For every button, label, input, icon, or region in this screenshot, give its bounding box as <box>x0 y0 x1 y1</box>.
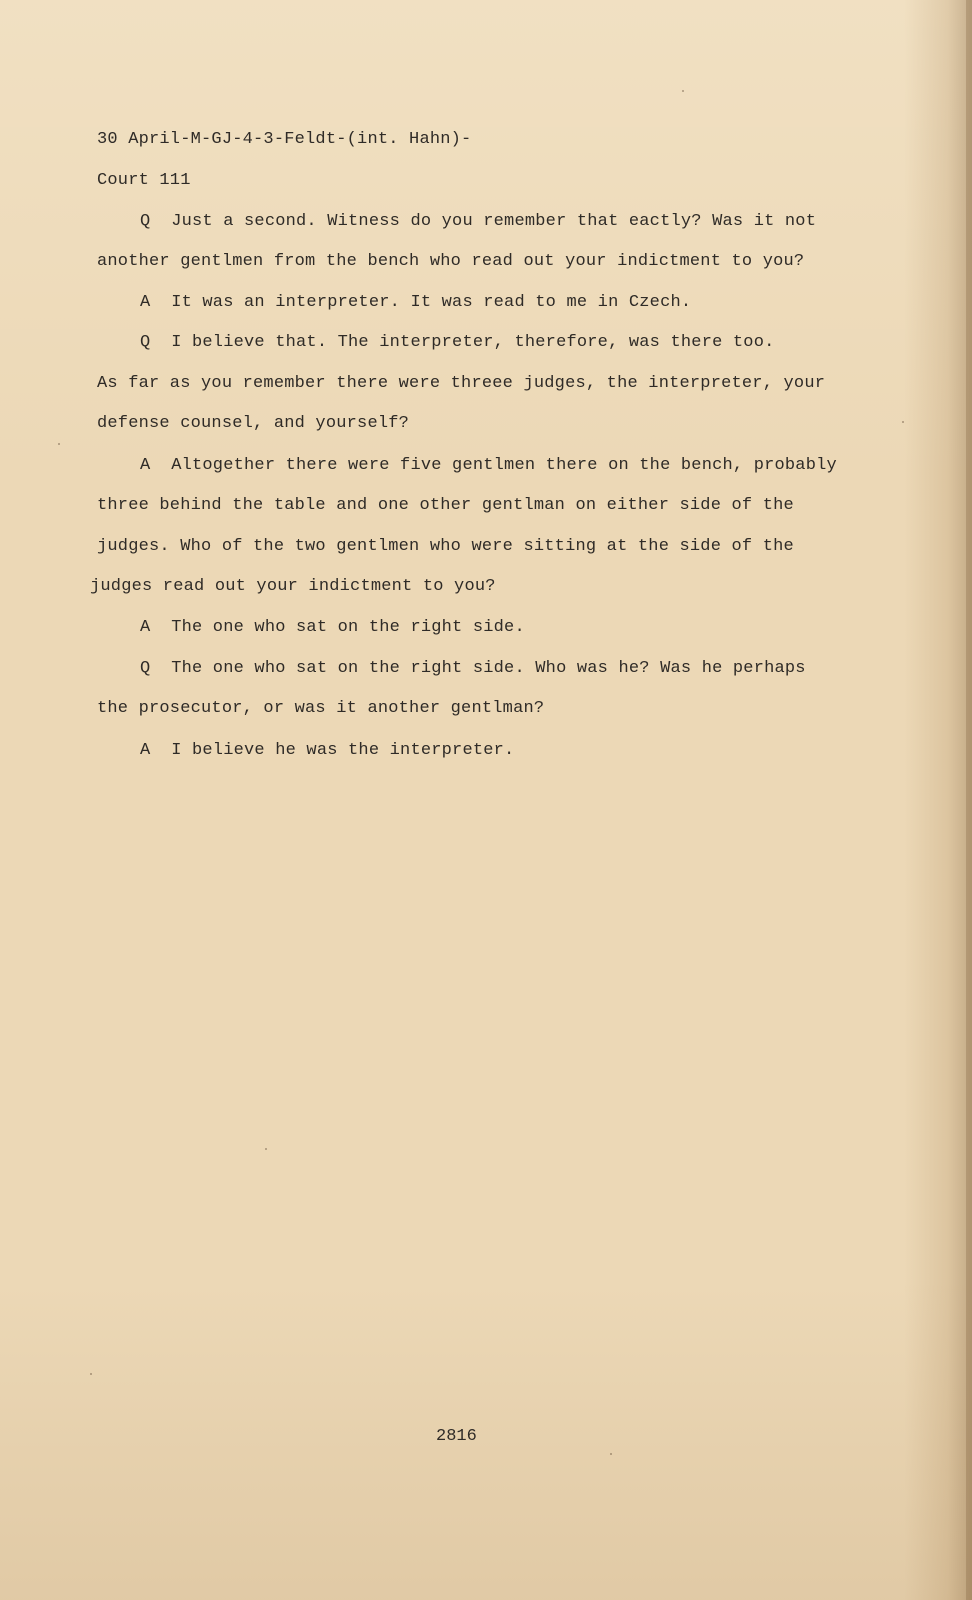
transcript-line: A I believe he was the interpreter. <box>140 741 515 760</box>
transcript-line: defense counsel, and yourself? <box>97 414 410 433</box>
transcript-line: Q I believe that. The interpreter, therefore, was there too. <box>140 333 775 352</box>
transcript-line: the prosecutor, or was it another gentlman? <box>97 699 545 718</box>
transcript-line: A Altogether there were five gentlmen there on the bench, probably <box>140 456 837 475</box>
page-number: 2816 <box>436 1427 477 1446</box>
court-number: Court 111 <box>97 171 191 190</box>
transcript-line: three behind the table and one other gentlman on either side of the <box>97 496 794 515</box>
paper-speck <box>682 90 684 92</box>
paper-speck <box>902 421 904 423</box>
paper-speck <box>58 443 60 445</box>
transcript-line: judges. Who of the two gentlmen who were sitting at the side of the <box>97 537 794 556</box>
transcript-line: judges read out your indictment to you? <box>90 577 496 596</box>
paper-speck <box>90 1373 92 1375</box>
transcript-line: A It was an interpreter. It was read to me in Czech. <box>140 293 692 312</box>
transcript-line: A The one who sat on the right side. <box>140 618 525 637</box>
document-reference-header: 30 April-M-GJ-4-3-Feldt-(int. Hahn)- <box>97 130 472 149</box>
paper-speck <box>610 1453 612 1455</box>
transcript-line: Q Just a second. Witness do you remember that eactly? Was it not <box>140 212 817 231</box>
transcript-line: As far as you remember there were threee judges, the interpreter, your <box>97 374 826 393</box>
paper-speck <box>265 1148 267 1150</box>
transcript-line: Q The one who sat on the right side. Who was he? Was he perhaps <box>140 659 806 678</box>
transcript-line: another gentlmen from the bench who read out your indictment to you? <box>97 252 805 271</box>
